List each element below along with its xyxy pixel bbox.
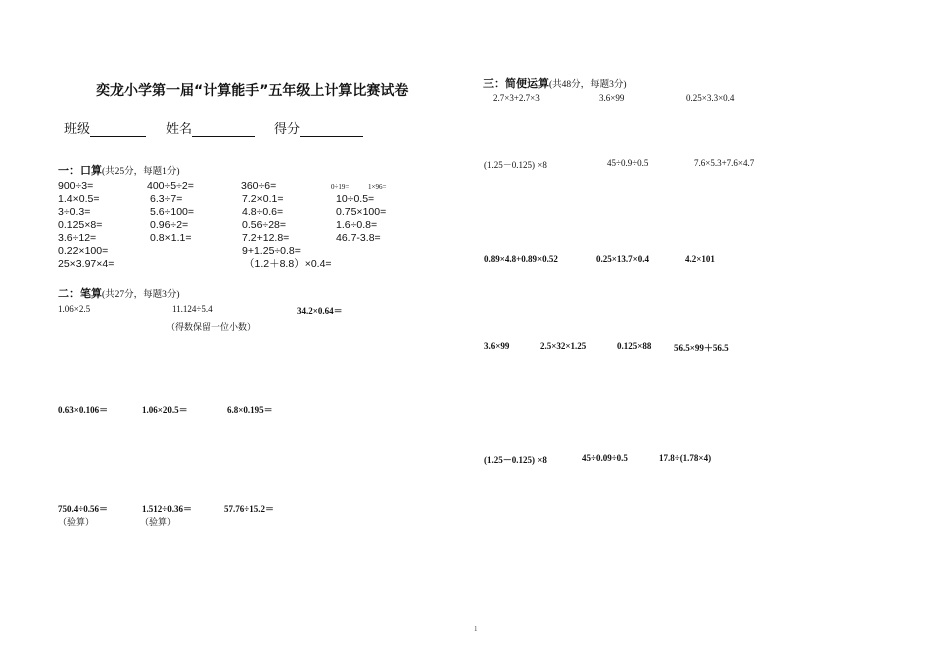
written-q-1-2: 11.124÷5.4 [172, 304, 213, 314]
section-oral-heading: 一：口算(共25分，每题1分) [58, 164, 180, 177]
score-field [274, 118, 363, 137]
written-q-2-2: 1.06×20.5＝ [142, 405, 188, 415]
name-label: 姓名 [166, 122, 193, 137]
oral-q-6-2: 9+1.25÷0.8= [242, 245, 301, 257]
written-q-3-1: 750.4÷0.56＝ [58, 504, 108, 514]
simple-q-4-3: 0.125×88 [617, 341, 652, 351]
oral-q-2-2: 6.3÷7= [150, 193, 183, 205]
oral-q-1-1: 900÷3= [58, 180, 94, 192]
oral-q-1-2: 400÷5÷2= [147, 180, 194, 192]
simple-q-1-3: 0.25×3.3×0.4 [686, 93, 735, 103]
oral-q-3-3: 4.8÷0.6= [242, 206, 284, 218]
oral-q-4-4: 1.6÷0.8= [336, 219, 378, 231]
class-blank [90, 124, 146, 137]
simple-q-5-1: (1.25－0.125) ×8 [484, 455, 547, 465]
simple-q-5-3: 17.8÷(1.78×4) [659, 453, 712, 463]
written-q-1-3: 34.2×0.64＝ [297, 306, 343, 316]
oral-q-6-1: 0.22×100= [58, 245, 109, 257]
oral-q-5-3: 7.2+12.8= [242, 232, 290, 244]
oral-q-1-3: 360÷6= [241, 180, 277, 192]
oral-q-4-2: 0.96÷2= [150, 219, 189, 231]
oral-q-2-1: 1.4×0.5= [58, 193, 100, 205]
simple-q-4-2: 2.5×32×1.25 [540, 341, 587, 351]
written-q-1-1: 1.06×2.5 [58, 304, 91, 314]
name-blank [192, 124, 255, 137]
check-note-1: （验算） [58, 517, 95, 527]
simple-q-2-1: (1.25－0.125) ×8 [484, 160, 547, 170]
score-blank [300, 124, 363, 137]
score-label: 得分 [274, 122, 301, 137]
oral-q-5-4: 46.7-3.8= [336, 232, 381, 244]
simple-q-3-1: 0.89×4.8+0.89×0.52 [484, 254, 558, 264]
name-field [166, 118, 255, 137]
written-q-3-2: 1.512÷0.36＝ [142, 504, 192, 514]
simple-q-3-3: 4.2×101 [685, 254, 715, 264]
written-rounding-note: （得数保留一位小数） [166, 322, 257, 332]
section-simple-heading: 三：简便运算(共48分，每题3分) [483, 77, 627, 90]
oral-q-3-4: 0.75×100= [336, 206, 387, 218]
section-written-heading: 二：笔算(共27分，每题3分) [58, 287, 180, 300]
oral-q-7-1: 25×3.97×4= [58, 258, 115, 270]
simple-q-2-2: 45÷0.9÷0.5 [607, 158, 649, 168]
written-q-2-1: 0.63×0.106＝ [58, 405, 109, 415]
oral-q-1-4: 0÷19= [331, 183, 350, 191]
oral-q-1-5: 1×96= [368, 183, 387, 191]
oral-q-4-3: 0.56÷28= [242, 219, 287, 231]
oral-q-2-4: 10÷0.5= [336, 193, 375, 205]
oral-q-5-1: 3.6÷12= [58, 232, 97, 244]
oral-q-5-2: 0.8×1.1= [150, 232, 192, 244]
simple-q-2-3: 7.6×5.3+7.6×4.7 [694, 158, 755, 168]
simple-q-1-2: 3.6×99 [599, 93, 625, 103]
check-note-2: （验算） [140, 517, 177, 527]
page-title: 奕龙小学第一届“计算能手”五年级上计算比赛试卷 [96, 83, 409, 99]
simple-q-4-1: 3.6×99 [484, 341, 510, 351]
simple-q-3-2: 0.25×13.7×0.4 [596, 254, 650, 264]
oral-q-7-2: （1.2＋8.8）×0.4= [244, 258, 332, 270]
simple-q-4-4: 56.5×99＋56.5 [674, 343, 729, 353]
simple-q-1-1: 2.7×3+2.7×3 [493, 93, 540, 103]
class-field [64, 118, 146, 137]
simple-q-5-2: 45÷0.09÷0.5 [582, 453, 628, 463]
oral-q-3-1: 3÷0.3= [58, 206, 91, 218]
oral-q-3-2: 5.6÷100= [150, 206, 195, 218]
oral-q-2-3: 7.2×0.1= [242, 193, 284, 205]
oral-q-4-1: 0.125×8= [58, 219, 103, 231]
page-number: 1 [474, 625, 478, 633]
written-q-2-3: 6.8×0.195＝ [227, 405, 273, 415]
class-label: 班级 [64, 122, 91, 137]
written-q-3-3: 57.76÷15.2＝ [224, 504, 274, 514]
